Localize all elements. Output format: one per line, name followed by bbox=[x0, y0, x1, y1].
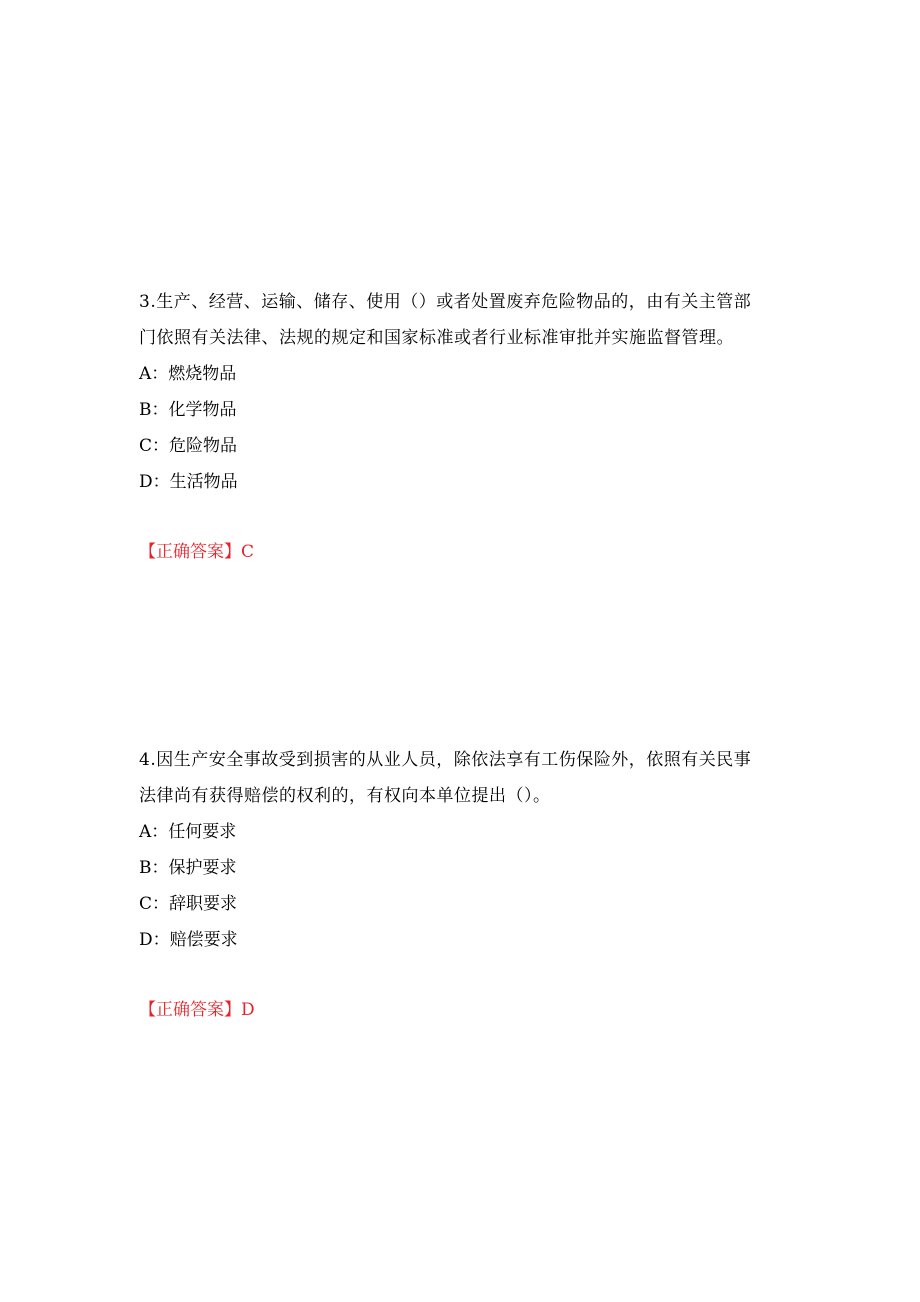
question-stem-line-2: 门依照有关法律、法规的规定和国家标准或者行业标准审批并实施监督管理。 bbox=[139, 328, 734, 348]
question-stem-line-2: 法律尚有获得赔偿的权利的，有权向本单位提出（）。 bbox=[139, 786, 551, 806]
option-text: 危险物品 bbox=[169, 436, 238, 456]
option-b bbox=[139, 392, 789, 428]
option-text: 赔偿要求 bbox=[169, 930, 238, 950]
correct-answer-3 bbox=[139, 538, 254, 566]
option-letter: D： bbox=[139, 930, 170, 950]
question-stem bbox=[139, 742, 789, 814]
question-3 bbox=[139, 284, 789, 500]
option-letter: B： bbox=[139, 858, 169, 878]
option-letter: B： bbox=[139, 400, 169, 420]
answer-label: 【正确答案】 bbox=[139, 542, 241, 562]
option-d bbox=[139, 922, 789, 958]
question-stem bbox=[139, 284, 789, 356]
option-a bbox=[139, 356, 789, 392]
option-letter: C： bbox=[139, 894, 170, 914]
option-text: 保护要求 bbox=[168, 858, 237, 878]
option-a bbox=[139, 814, 789, 850]
option-list bbox=[139, 814, 789, 958]
option-letter: A： bbox=[139, 822, 169, 842]
question-stem-line-1: 4.因生产安全事故受到损害的从业人员，除依法享有工伤保险外，依照有关民事 bbox=[139, 750, 752, 770]
option-c bbox=[139, 886, 789, 922]
answer-value: C bbox=[241, 542, 255, 562]
answer-value: D bbox=[241, 1000, 255, 1020]
option-text: 生活物品 bbox=[169, 472, 238, 492]
option-list bbox=[139, 356, 789, 500]
option-text: 任何要求 bbox=[168, 822, 237, 842]
correct-answer-4 bbox=[139, 996, 255, 1024]
option-text: 辞职要求 bbox=[169, 894, 238, 914]
option-text: 燃烧物品 bbox=[168, 364, 237, 384]
answer-label: 【正确答案】 bbox=[139, 1000, 241, 1020]
question-stem-line-1: 3.生产、经营、运输、储存、使用（）或者处置废弃危险物品的，由有关主管部 bbox=[139, 292, 752, 312]
option-text: 化学物品 bbox=[168, 400, 237, 420]
option-letter: D： bbox=[139, 472, 170, 492]
option-c bbox=[139, 428, 789, 464]
option-letter: C： bbox=[139, 436, 170, 456]
option-b bbox=[139, 850, 789, 886]
option-letter: A： bbox=[139, 364, 169, 384]
question-4 bbox=[139, 742, 789, 958]
option-d bbox=[139, 464, 789, 500]
